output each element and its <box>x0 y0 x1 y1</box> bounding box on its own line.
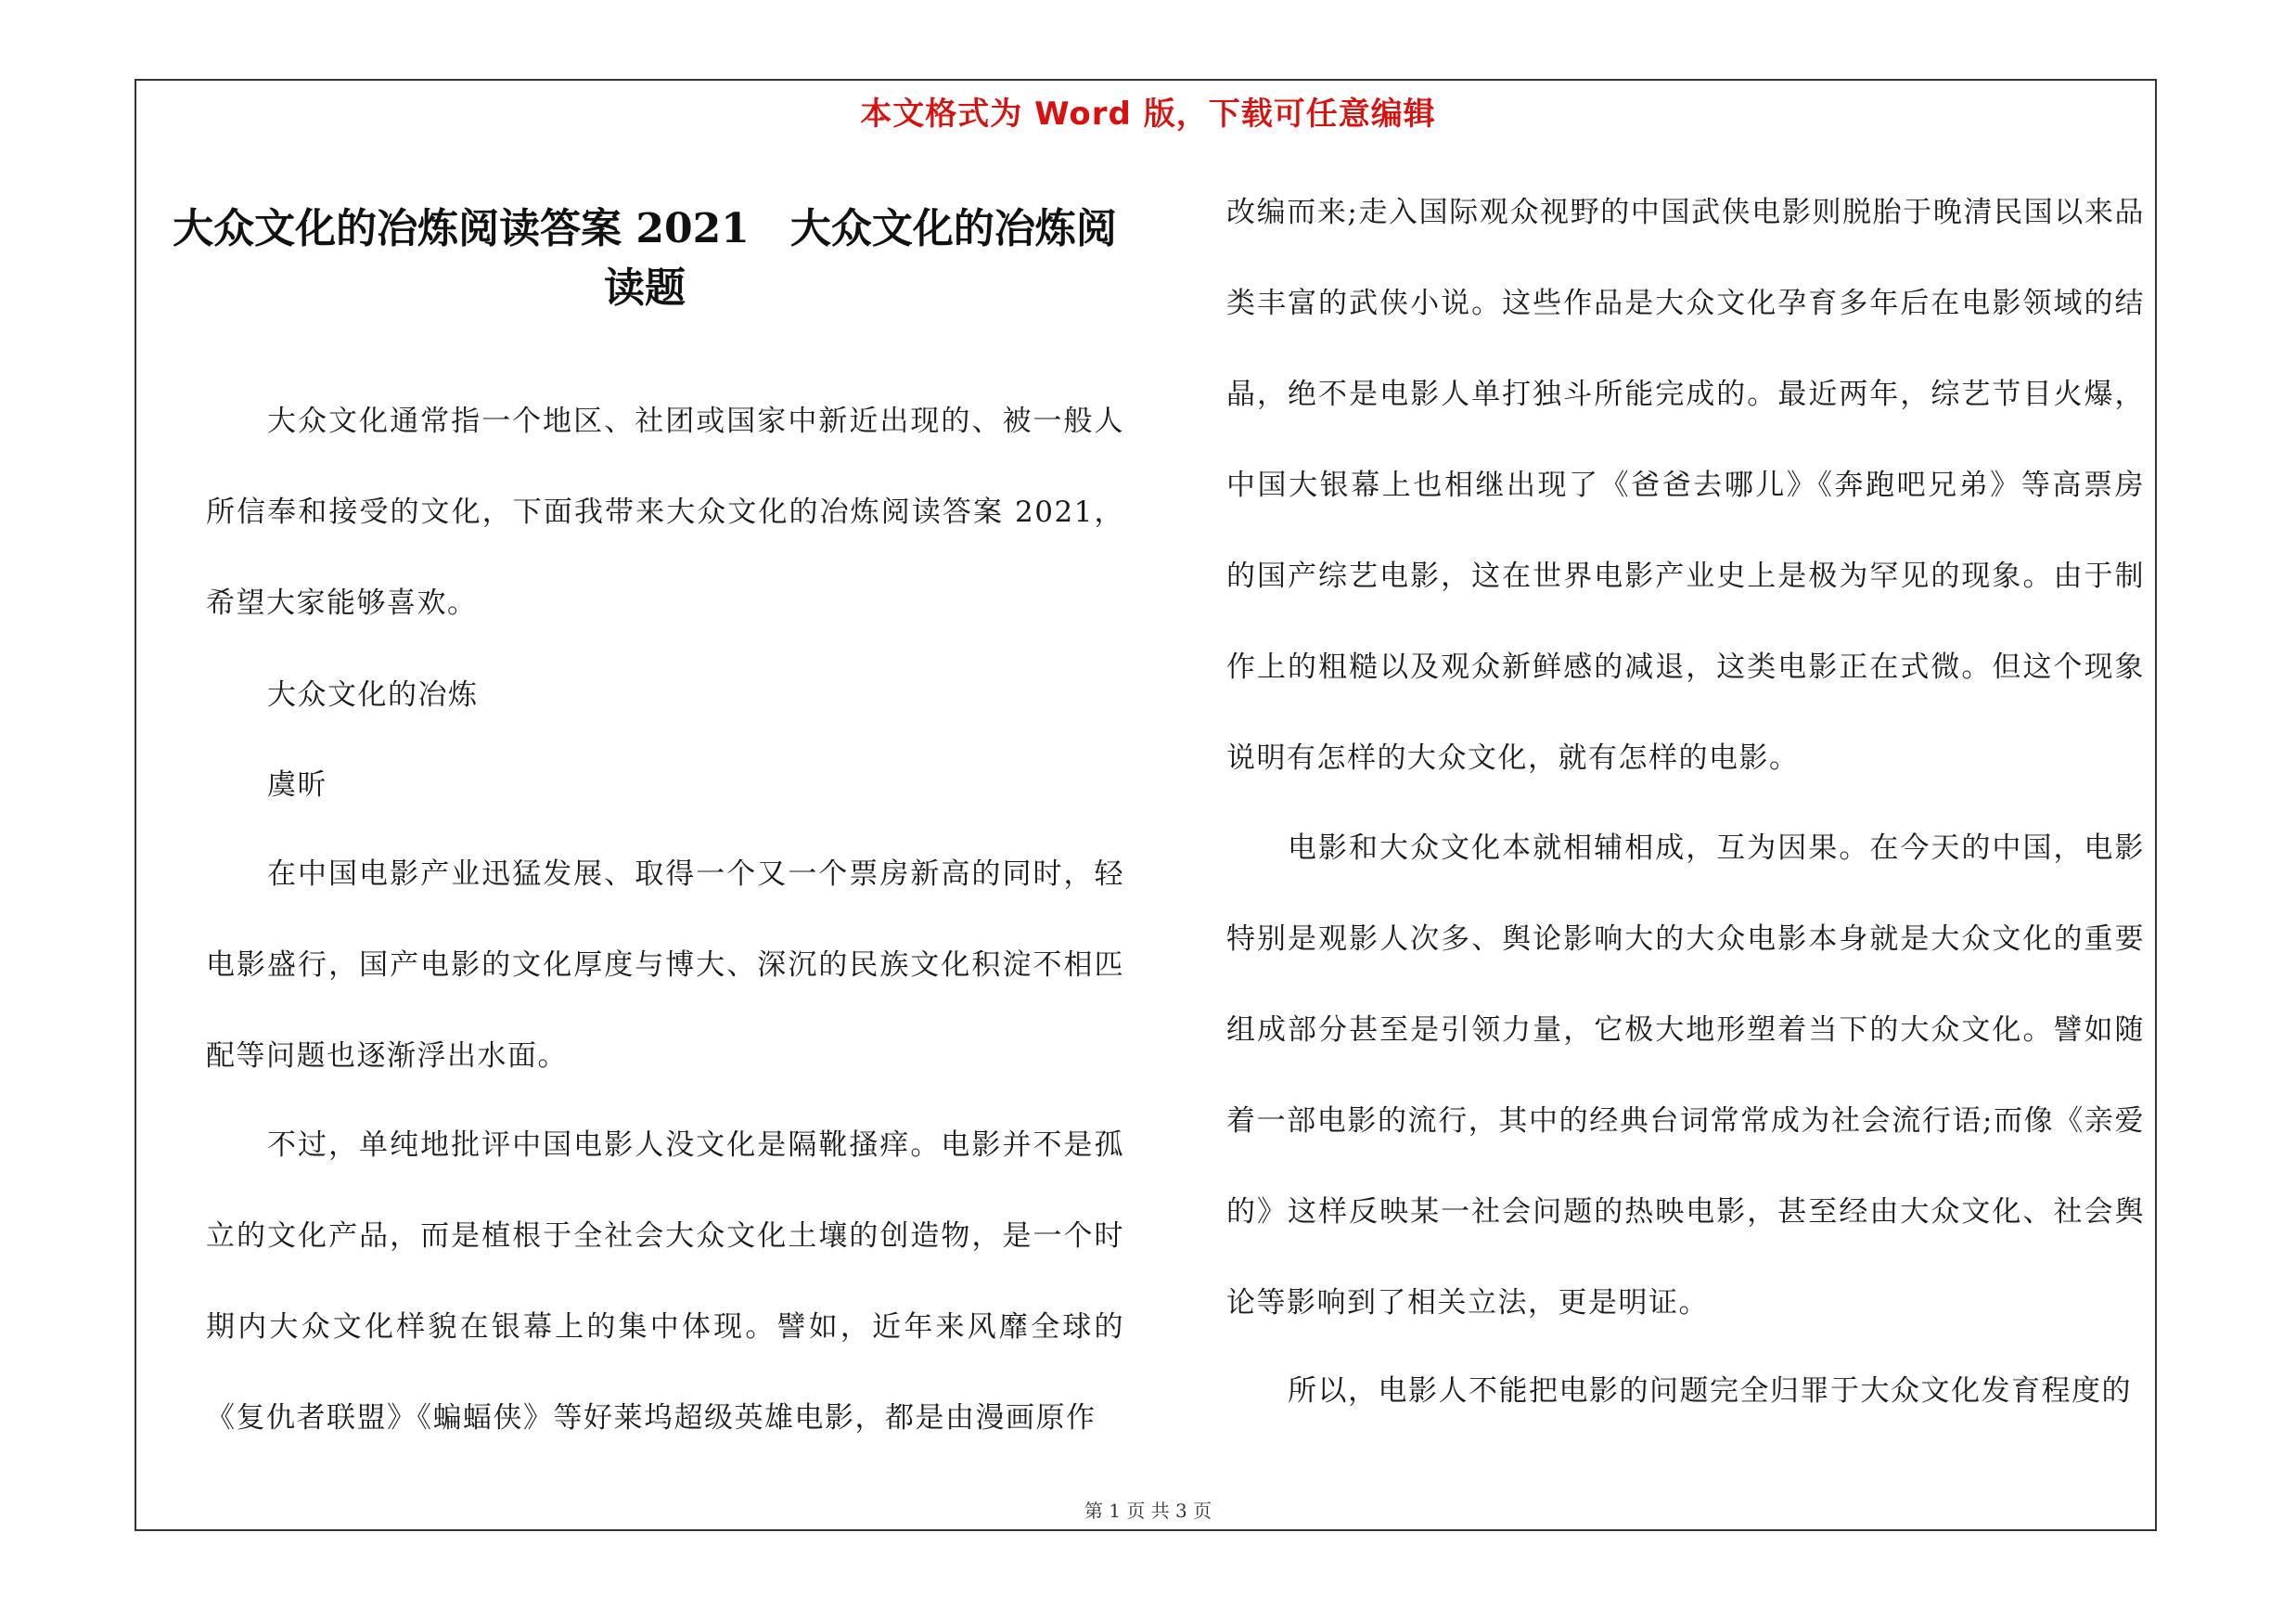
body-paragraph-continued: 改编而来;走入国际观众视野的中国武侠电影则脱胎于晚清民国以来品类丰富的武侠小说。这些作品是大众文化孕育多年后在电影领域的结晶，绝不是电影人单打独斗所能完成的。最近两年，综艺节目火爆，中国大银幕上也相继出现了《爸爸去哪儿》《奔跑吧兄弟》等高票房的国产综艺电影，这在世界电影产业史上是极为罕见的现象。由于制作上的粗糙以及观众新鲜感的减退，这类电影正在式微。但这个现象说明有怎样的大众文化，就有怎样的电影。 <box>1226 196 2145 775</box>
body-paragraph: 不过，单纯地批评中国电影人没文化是隔靴搔痒。电影并不是孤立的文化产品，而是植根于全社会大众文化土壤的创造物，是一个时期内大众文化样貌在银幕上的集中体现。譬如，近年来风靡全球的《复仇者联盟》《蝙蝠侠》等好莱坞超级英雄电影，都是由漫画原作 <box>206 1128 1124 1435</box>
editable-banner: 本文格式为 Word 版，下载可任意编辑 <box>860 96 1436 133</box>
author-name: 虞昕 <box>267 768 327 802</box>
article-title: 大众文化的冶炼阅读答案 2021 大众文化的冶炼阅读题 <box>173 205 1117 312</box>
body-paragraph: 在中国电影产业迅猛发展、取得一个又一个票房新高的同时，轻电影盛行，国产电影的文化厚度与博大、深沉的民族文化积淀不相匹配等问题也逐渐浮出水面。 <box>206 857 1124 1073</box>
intro-paragraph: 大众文化通常指一个地区、社团或国家中新近出现的、被一般人所信奉和接受的文化，下面我带来大众文化的冶炼阅读答案 2021，希望大家能够喜欢。 <box>206 405 1124 620</box>
section-heading: 大众文化的冶炼 <box>267 678 479 712</box>
page-number: 第 1 页 共 3 页 <box>1084 1500 1212 1522</box>
body-paragraph: 所以，电影人不能把电影的问题完全归罪于大众文化发育程度的 <box>1288 1374 2132 1408</box>
body-paragraph: 电影和大众文化本就相辅相成，互为因果。在今天的中国，电影特别是观影人次多、舆论影响大的大众电影本身就是大众文化的重要组成部分甚至是引领力量，它极大地形塑着当下的大众文化。譬如随着一部电影的流行，其中的经典台词常常成为社会流行语;而像《亲爱的》这样反映某一社会问题的热映电影，甚至经由大众文化、社会舆论等影响到了相关立法，更是明证。 <box>1226 831 2145 1320</box>
